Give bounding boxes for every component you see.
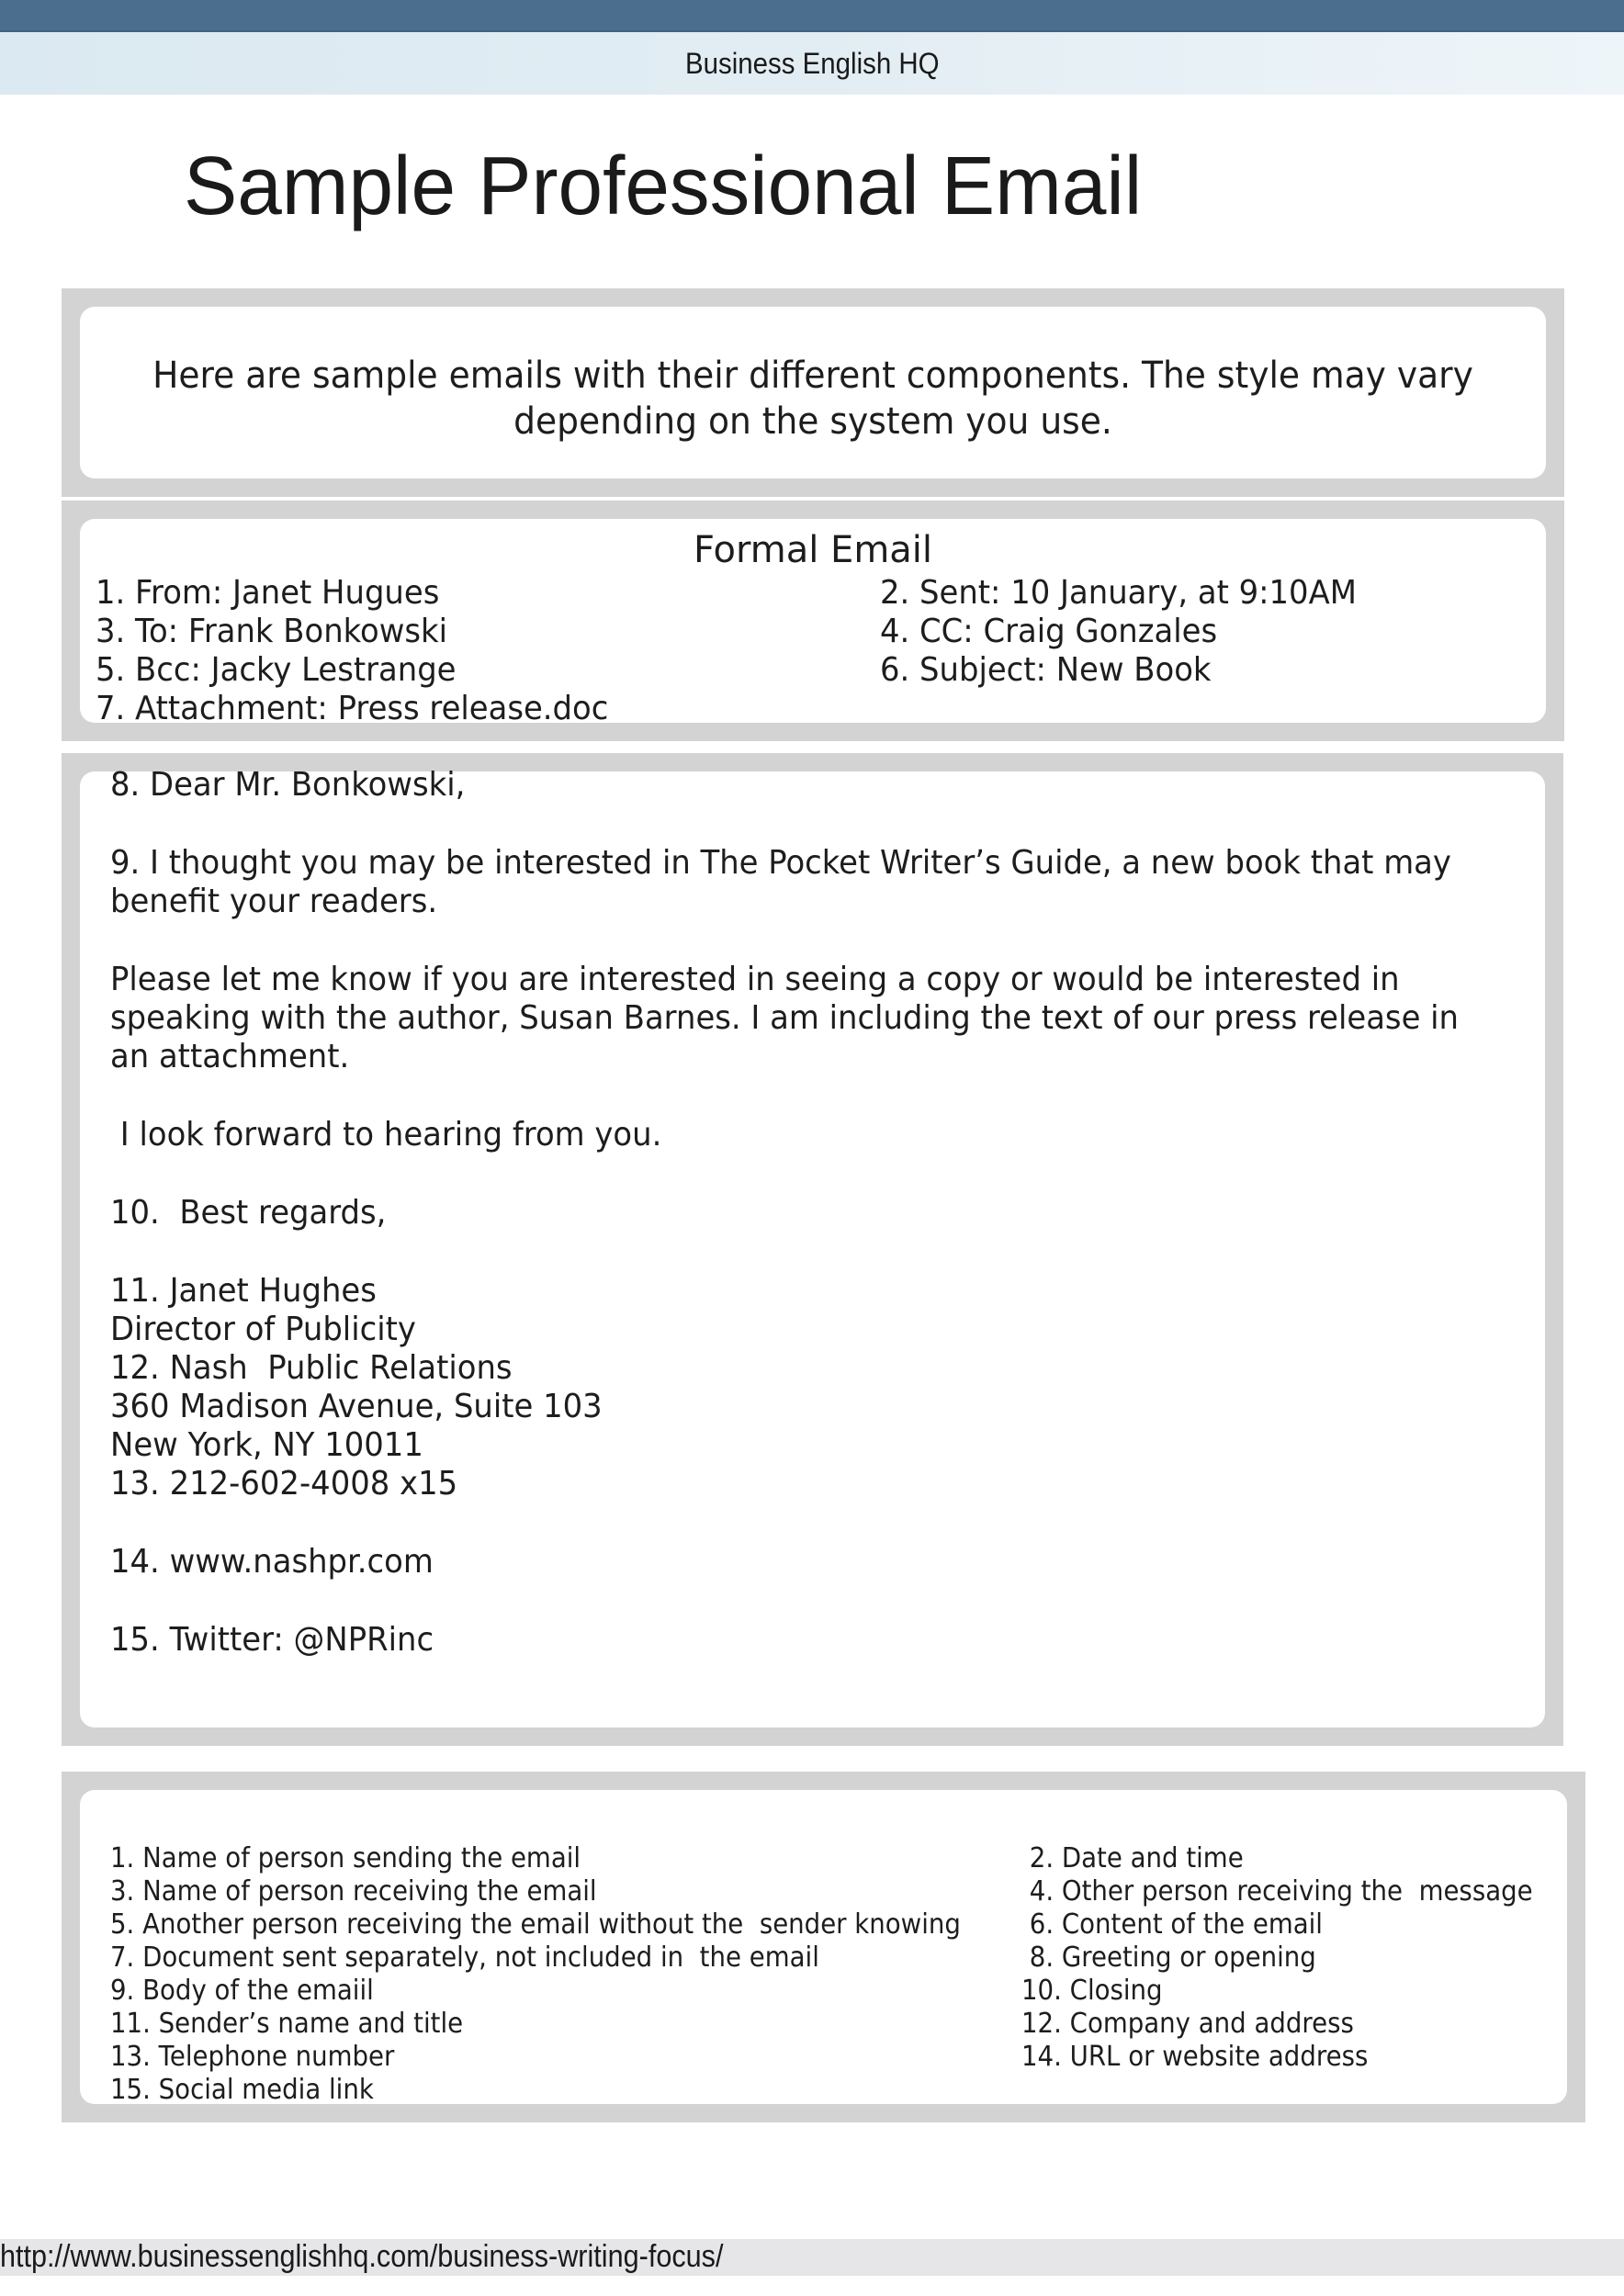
signature-address-2: New York, NY 10011 — [110, 1426, 423, 1464]
site-banner — [0, 32, 1624, 95]
legend-item: 14. URL or website address — [1021, 2041, 1369, 2073]
components-legend-card — [80, 1790, 1567, 2104]
intro-text — [124, 353, 1502, 445]
subject-field: 6. Subject: New Book — [880, 651, 1212, 689]
signature-name: 11. Janet Hughes — [110, 1272, 377, 1310]
site-name: Business English HQ — [684, 46, 940, 80]
legend-item: 11. Sender’s name and title — [110, 2008, 464, 2040]
intro-line-1: Here are sample emails with their different components. The style may vary — [152, 355, 1473, 397]
legend-item: 10. Closing — [1021, 1975, 1163, 2007]
legend-item: 2. Date and time — [1021, 1842, 1244, 1874]
sent-field: 2. Sent: 10 January, at 9:10AM — [880, 574, 1357, 612]
attachment-field: 7. Attachment: Press release.doc — [96, 690, 609, 727]
legend-item: 13. Telephone number — [110, 2041, 395, 2073]
legend-item: 1. Name of person sending the email — [110, 1842, 581, 1874]
footer-bar — [0, 2239, 1624, 2276]
legend-item: 8. Greeting or opening — [1021, 1941, 1316, 1974]
signature-phone: 13. 212-602-4008 x15 — [110, 1465, 458, 1503]
signature-title: Director of Publicity — [110, 1311, 416, 1348]
email-body-panel — [62, 753, 1563, 1746]
legend-item: 9. Body of the emaiil — [110, 1975, 374, 2007]
page-title: Sample Professional Email — [184, 141, 1143, 232]
signature-social: 15. Twitter: @NPRinc — [110, 1621, 434, 1659]
body-paragraph-1-line-1: 9. I thought you may be interested in The Pocket Writer’s Guide, a new book that may — [110, 844, 1451, 882]
body-paragraph-3: I look forward to hearing from you. — [110, 1116, 662, 1154]
legend-item: 12. Company and address — [1021, 2008, 1354, 2040]
legend-item: 15. Social media link — [110, 2074, 374, 2106]
from-field: 1. From: Janet Hugues — [96, 574, 440, 612]
greeting: 8. Dear Mr. Bonkowski, — [110, 766, 466, 804]
legend-item: 3. Name of person receiving the email — [110, 1875, 597, 1908]
intro-line-2: depending on the system you use. — [513, 400, 1112, 443]
components-legend-panel — [62, 1772, 1585, 2122]
cc-field: 4. CC: Craig Gonzales — [880, 613, 1218, 650]
legend-item: 7. Document sent separately, not included in the email — [110, 1941, 819, 1974]
email-type-title: Formal Email — [693, 529, 933, 571]
email-body-card — [80, 766, 1545, 1728]
top-bar — [0, 0, 1624, 32]
legend-item: 4. Other person receiving the message — [1021, 1875, 1533, 1908]
legend-item: 6. Content of the email — [1021, 1908, 1323, 1941]
footer-url-link[interactable]: http://www.businessenglishhq.com/business-writing-focus/ — [0, 2239, 724, 2274]
to-field: 3. To: Frank Bonkowski — [96, 613, 448, 650]
email-header-panel — [62, 501, 1564, 741]
body-paragraph-2-line-1: Please let me know if you are interested in seeing a copy or would be interested in — [110, 961, 1400, 998]
bcc-field: 5. Bcc: Jacky Lestrange — [96, 651, 457, 689]
intro-panel — [62, 288, 1564, 497]
signature-company: 12. Nash Public Relations — [110, 1349, 513, 1387]
signature-website: 14. www.nashpr.com — [110, 1543, 434, 1581]
closing: 10. Best regards, — [110, 1194, 387, 1232]
intro-card — [80, 307, 1546, 478]
legend-item: 5. Another person receiving the email without the sender knowing — [110, 1908, 961, 1941]
email-header-card — [80, 519, 1546, 727]
body-paragraph-2-line-3: an attachment. — [110, 1038, 350, 1075]
signature-address-1: 360 Madison Avenue, Suite 103 — [110, 1388, 603, 1425]
body-paragraph-1-line-2: benefit your readers. — [110, 883, 438, 920]
body-paragraph-2-line-2: speaking with the author, Susan Barnes. I am including the text of our press release in — [110, 999, 1460, 1037]
